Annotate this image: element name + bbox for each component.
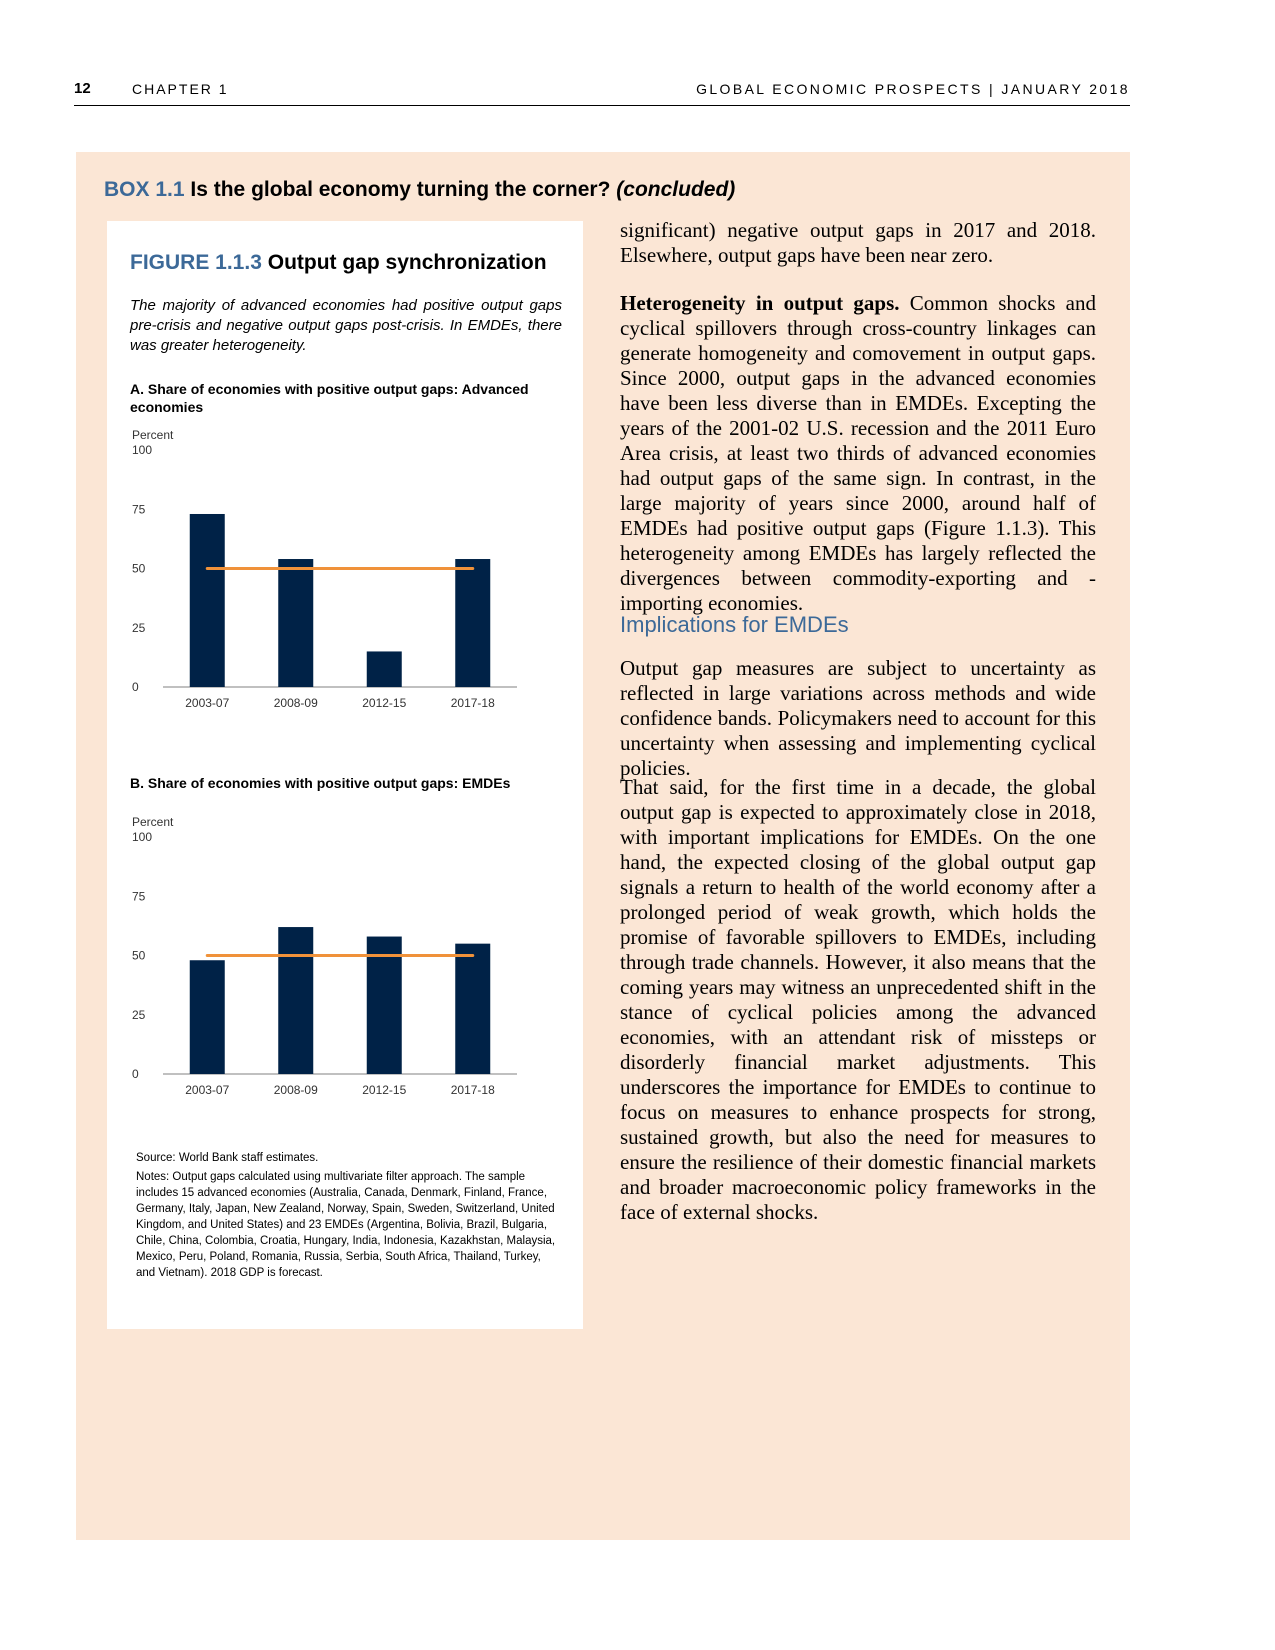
- bar-2017-18: [455, 944, 490, 1074]
- figure-title-text: Output gap synchronization: [267, 251, 547, 274]
- paragraph-4: That said, for the first time in a decade, the global output gap is expected to approximately close in 2018, with important implications for EMDEs. On the one hand, the expected closing of the global output gap signals a return to health of the world economy after a prolonged period of weak growth, which holds the promise of favorable spillovers to EMDEs, including through trade channels. However, it also means that the coming years may witness an unprecedented shift in the stance of cyclical policies among the advanced economies, with an attendant risk of missteps or disorderly financial market adjustments. This underscores the importance for EMDEs to continue to focus on measures to enhance prospects for strong, sustained growth, but also the need for measures to ensure the resilience of their domestic financial markets and broader macroeconomic policy frameworks in the face of external shocks.: [620, 775, 1096, 1224]
- figure-source: Source: World Bank staff estimates.: [136, 1152, 319, 1164]
- chart-advanced-economies: [128, 425, 548, 730]
- chapter-label: CHAPTER 1: [132, 81, 229, 97]
- paragraph-2-lead: Heterogeneity in output gaps.: [620, 291, 900, 315]
- paragraph-2: [620, 291, 1096, 616]
- bar-2008-09: [278, 927, 313, 1074]
- y-tick-label: 75: [132, 502, 146, 517]
- x-tick-label: 2017-18: [450, 696, 495, 710]
- y-tick-label: 50: [132, 948, 146, 963]
- x-tick-label: 2003-07: [185, 696, 230, 710]
- paragraph-2-body: Common shocks and cyclical spillovers through cross-country linkages can generate homogeneity and comovement in output gaps. Since 2000, output gaps in the advanced economies have been less diverse than in EMDEs. Excepting the years of the 2001-02 U.S. recession and the 2011 Euro Area crisis, at least two thirds of advanced economies had output gaps of the same sign. In contrast, in the large majority of years since 2000, around half of EMDEs had positive output gaps (Figure 1.1.3). This heterogeneity among EMDEs has largely reflected the divergences between commodity-exporting and -importing economies.: [620, 291, 1096, 615]
- x-tick-label: 2012-15: [362, 696, 407, 710]
- paragraph-1: significant) negative output gaps in 2017 and 2018. Elsewhere, output gaps have been near zero.: [620, 218, 1096, 267]
- bar-2003-07: [190, 960, 225, 1074]
- y-tick-label: 50: [132, 561, 146, 576]
- chart-emdes: [128, 812, 548, 1117]
- figure-title: [130, 251, 547, 275]
- x-tick-label: 2017-18: [450, 1083, 495, 1097]
- header-rule: [74, 105, 1130, 106]
- box-title-text: Is the global economy turning the corner?: [190, 178, 611, 201]
- y-tick-label: 0: [132, 680, 139, 694]
- y-tick-label: 25: [132, 620, 146, 635]
- panel-b-title: B. Share of economies with positive output gaps: EMDEs: [130, 775, 511, 791]
- box-title: [104, 178, 735, 202]
- bar-2012-15: [367, 651, 402, 687]
- y-axis-label: Percent: [132, 428, 174, 442]
- y-axis-label: Percent: [132, 815, 174, 829]
- bar-2008-09: [278, 559, 313, 687]
- y-tick-label: 100: [132, 443, 153, 457]
- x-tick-label: 2008-09: [273, 1083, 318, 1097]
- y-tick-label: 25: [132, 1007, 146, 1022]
- x-tick-label: 2008-09: [273, 696, 318, 710]
- bar-2017-18: [455, 559, 490, 687]
- figure-notes: Notes: Output gaps calculated using multivariate filter approach. The sample includes 15 advanced economies (Australia, Canada, Denmark, Finland, France, Germany, Italy, Japan, New Zealand, Norway, Spain, Sweden, Switzerland, United Kingdom, and United States) and 23 EMDEs (Argentina, Bolivia, Brazil, Bulgaria, Chile, China, Colombia, Croatia, Hungary, India, Indonesia, Kazakhstan, Malaysia, Mexico, Peru, Poland, Romania, Russia, Serbia, South Africa, Thailand, Turkey, and Vietnam). 2018 GDP is forecast.: [136, 1171, 556, 1279]
- panel-a-title: A. Share of economies with positive output gaps: Advanced economies: [130, 381, 529, 415]
- bar-2012-15: [367, 937, 402, 1074]
- section-heading: Implications for EMDEs: [620, 612, 849, 637]
- publication-title: GLOBAL ECONOMIC PROSPECTS | JANUARY 2018: [696, 81, 1130, 97]
- y-tick-label: 100: [132, 830, 153, 844]
- box-concluded: (concluded): [616, 178, 736, 201]
- box-label: BOX 1.1: [104, 178, 185, 201]
- figure-subtitle: The majority of advanced economies had positive output gaps pre-crisis and negative output gaps post-crisis. In EMDEs, there was greater heterogeneity.: [130, 297, 562, 354]
- x-tick-label: 2012-15: [362, 1083, 407, 1097]
- y-tick-label: 75: [132, 889, 146, 904]
- y-tick-label: 0: [132, 1067, 139, 1081]
- paragraph-3: Output gap measures are subject to uncertainty as reflected in large variations across methods and wide confidence bands. Policymakers need to account for this uncertainty when assessing and implementing cyclical policies.: [620, 656, 1096, 780]
- x-tick-label: 2003-07: [185, 1083, 230, 1097]
- page-number: 12: [74, 80, 91, 97]
- figure-label: FIGURE 1.1.3: [130, 251, 262, 274]
- bar-2003-07: [190, 514, 225, 687]
